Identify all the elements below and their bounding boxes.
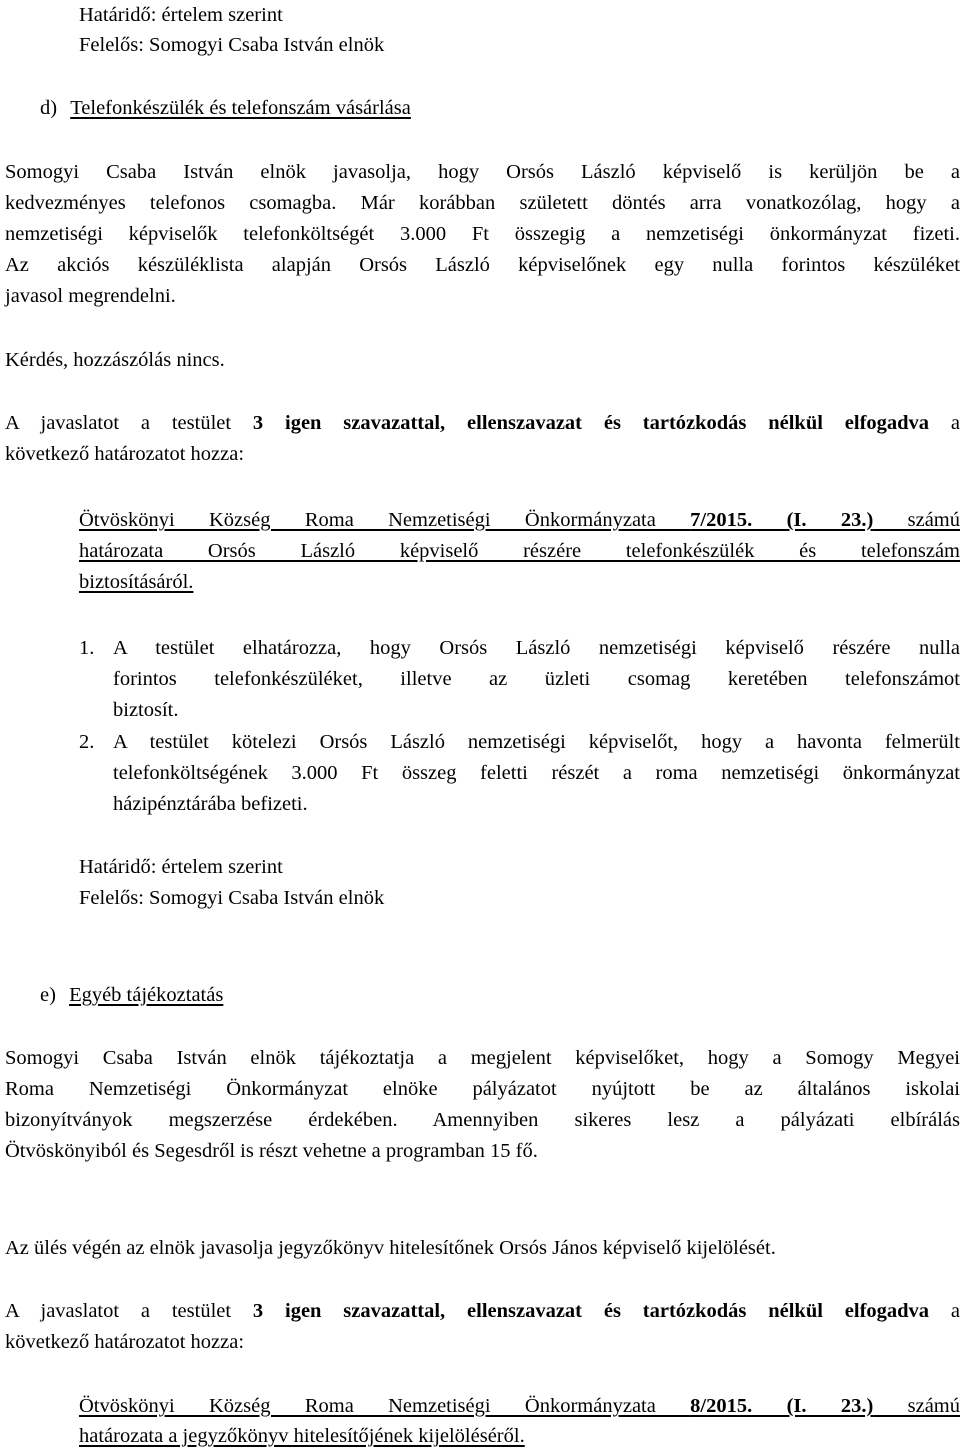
resolution-title-pre: Ötvöskönyi Község Roma Nemzetiségi Önkormányzata bbox=[79, 1395, 691, 1417]
vote-line-2: következő határozatot hozza: bbox=[5, 1331, 245, 1353]
section-d-para-line: Az akciós készüléklista alapján Orsós László képviselőnek egy nulla forintos készüléket bbox=[5, 254, 960, 276]
resolution-title-post: számú bbox=[873, 509, 960, 531]
item-text: telefonköltségének 3.000 Ft összeg feletti részét a roma nemzetiségi önkormányzat bbox=[113, 762, 960, 784]
section-d-title: Telefonkészülék és telefonszám vásárlása bbox=[70, 97, 411, 119]
section-e-para-line: Somogyi Csaba István elnök tájékoztatja a megjelent képviselőket, hogy a Somogy Megyei bbox=[5, 1047, 960, 1069]
section-e-letter: e) bbox=[40, 984, 56, 1006]
item-number: 1. bbox=[79, 637, 95, 659]
vote-pre: A javaslatot a testület bbox=[5, 1300, 253, 1322]
deadline-text: Határidő: értelem szerint bbox=[79, 856, 283, 878]
vote-result: 3 igen szavazattal, ellenszavazat és tartózkodás nélkül elfogadva bbox=[252, 1300, 930, 1322]
section-e-title: Egyéb tájékoztatás bbox=[69, 984, 224, 1006]
section-d-letter: d) bbox=[40, 97, 58, 119]
resolution-title-post: számú bbox=[873, 1395, 960, 1417]
section-e-para-line: Ötvöskönyiból és Segesdről is részt vehetne a programban 15 fő. bbox=[5, 1140, 538, 1162]
vote-sentence bbox=[5, 1296, 960, 1327]
section-d-para-line: javasol megrendelni. bbox=[5, 285, 176, 307]
vote-post: a bbox=[929, 1300, 960, 1322]
item-text: forintos telefonkészüléket, illetve az üzleti csomag keretében telefonszámot bbox=[113, 668, 960, 690]
section-e-heading bbox=[40, 980, 223, 1011]
resolution-title-line: biztosításáról. bbox=[79, 571, 194, 593]
section-e-para-line: Roma Nemzetiségi Önkormányzat elnöke pályázatot nyújtott be az általános iskolai bbox=[5, 1078, 960, 1100]
item-text: biztosít. bbox=[113, 699, 179, 721]
responsible-text: Felelős: Somogyi Csaba István elnök bbox=[79, 34, 385, 56]
vote-post: a bbox=[929, 412, 960, 434]
vote-result: 3 igen szavazattal, ellenszavazat és tartózkodás nélkül elfogadva bbox=[252, 412, 930, 434]
resolution-title-line: határozata a jegyzőkönyv hitelesítőjének kijelöléséről. bbox=[79, 1425, 525, 1447]
resolution-title-line: határozata Orsós László képviselő részére telefonkészülék és telefonszám bbox=[79, 540, 960, 562]
section-d-heading bbox=[40, 93, 411, 124]
closing-text: Az ülés végén az elnök javasolja jegyzőkönyv hitelesítőnek Orsós János képviselő kijelölését. bbox=[5, 1237, 776, 1259]
section-e-para-line: bizonyítványok megszerzése érdekében. Amennyiben sikeres lesz a pályázati elbírálás bbox=[5, 1109, 960, 1131]
resolution-number: 8/2015. (I. 23.) bbox=[690, 1395, 874, 1417]
deadline-text: Határidő: értelem szerint bbox=[79, 4, 283, 26]
section-d-para-line: Somogyi Csaba István elnök javasolja, hogy Orsós László képviselő is kerüljön be a bbox=[5, 161, 960, 183]
resolution-title-line bbox=[79, 505, 960, 536]
resolution-title-line bbox=[79, 1391, 960, 1422]
item-text: A testület kötelezi Orsós László nemzetiségi képviselőt, hogy a havonta felmerült bbox=[113, 731, 960, 753]
resolution-number: 7/2015. (I. 23.) bbox=[690, 509, 874, 531]
vote-pre: A javaslatot a testület bbox=[5, 412, 253, 434]
section-d-para-line: kedvezményes telefonos csomagba. Már korábban született döntés arra vonatkozólag, hogy a bbox=[5, 192, 960, 214]
section-d-para-line: nemzetiségi képviselők telefonköltségét 3.000 Ft összegig a nemzetiségi önkormányzat fizeti. bbox=[5, 223, 960, 245]
vote-line-2: következő határozatot hozza: bbox=[5, 443, 245, 465]
resolution-title-pre: Ötvöskönyi Község Roma Nemzetiségi Önkormányzata bbox=[79, 509, 691, 531]
vote-sentence bbox=[5, 408, 960, 439]
questions-text: Kérdés, hozzászólás nincs. bbox=[5, 349, 225, 371]
item-number: 2. bbox=[79, 731, 95, 753]
item-text: A testület elhatározza, hogy Orsós László nemzetiségi képviselő részére nulla bbox=[113, 637, 960, 659]
item-text: házipénztárába befizeti. bbox=[113, 793, 308, 815]
responsible-text: Felelős: Somogyi Csaba István elnök bbox=[79, 887, 385, 909]
